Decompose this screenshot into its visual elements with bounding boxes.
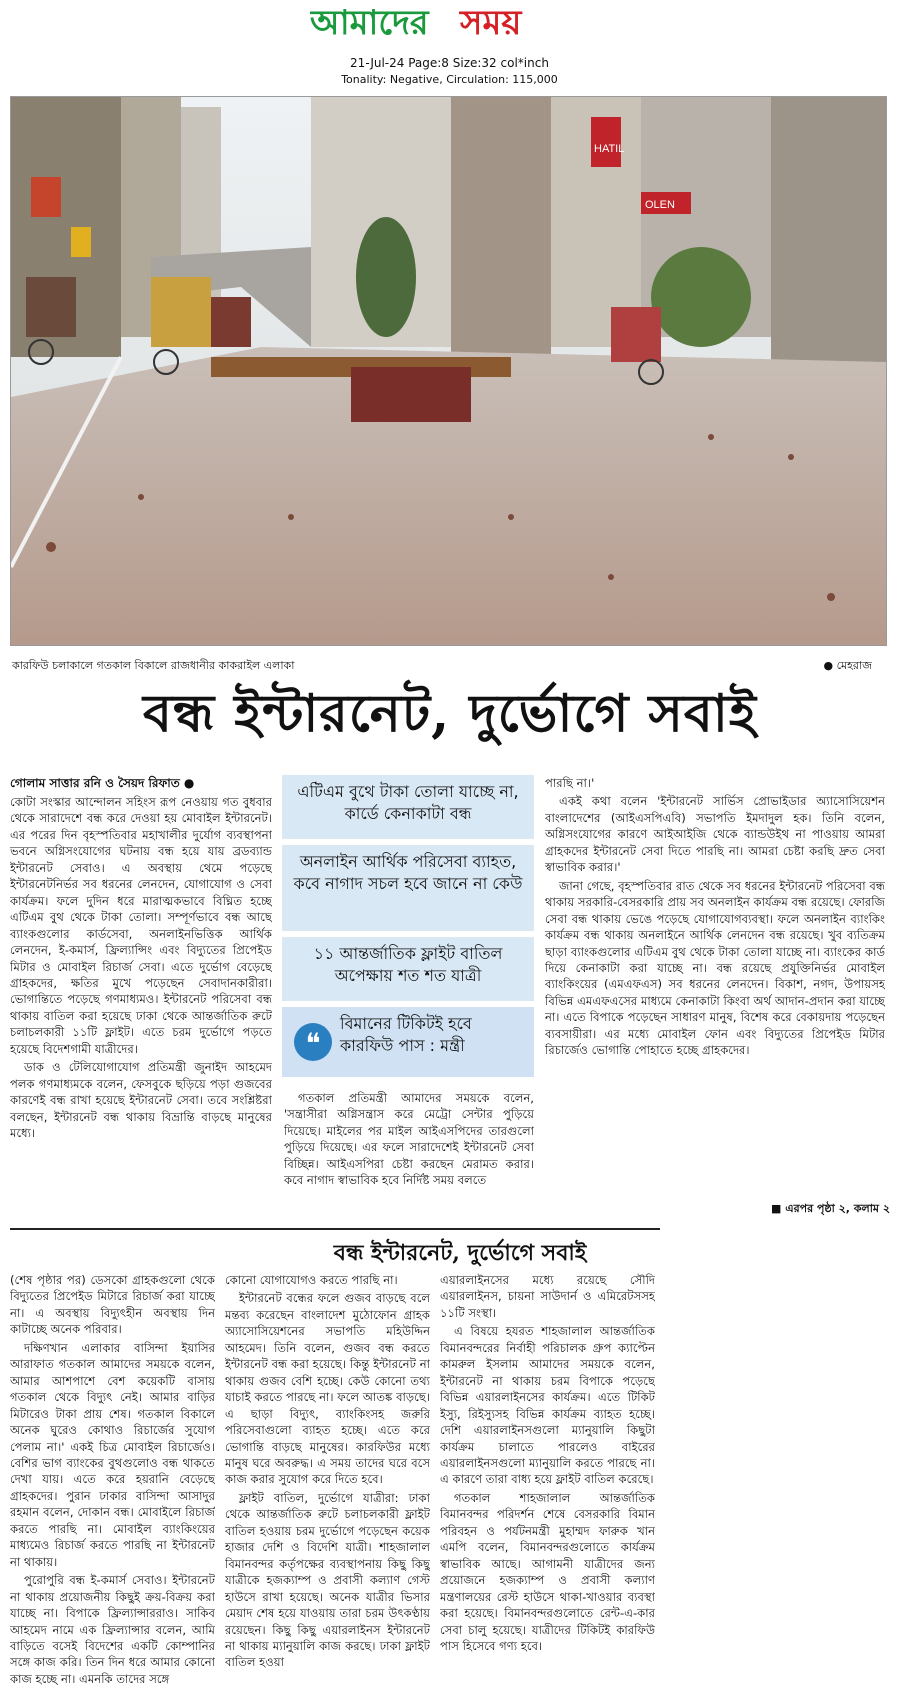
byline: গোলাম সাত্তার রনি ও সৈয়দ রিফাত ● <box>10 776 195 790</box>
article-paragraph: ইন্টারনেট বন্ধের ফলে গুজব বাড়ছে বলে মন্তব্য করেছেন বাংলাদেশ মুঠোফোন গ্রাহক অ্যাসোসিয়েশনের সভাপতি মহিউদ্দিন আহমেদ। তিনি বলেন, গুজব বন্ধ করতে ইন্টারনেট বন্ধ করা হয়েছে। কিন্তু ইন্টারনেট না থাকায় গুজব বেশি হচ্ছে। কেউ কোনো তথ্য যাচাই করতে পারছে না। ফলে আতঙ্ক বাড়ছে। এ ছাড়া বিদ্যুৎ, ব্যাংকিংসহ জরুরি পরিসেবাগুলো ব্যাহত হচ্ছে। এতে করে ভোগান্তি বাড়ছে মানুষের। কারফিউর মধ্যে মানুষ ঘরে অবরুদ্ধ। এ সময় তাদের ঘরে বসে কাজ করার সুযোগ করে দিতে হবে। <box>225 1291 430 1487</box>
article-column-3 <box>545 775 885 1195</box>
article-paragraph: দক্ষিণখান এলাকার বাসিন্দা ইয়াসির আরাফাত গতকাল আমাদের সময়কে বলেন, আমার আশপাশে বেশ কয়েকটি বাসায় গতকাল থেকে বিদ্যুৎ নেই। আমার বাড়ির মিটারেও টাকা প্রায় শেষ। গতকাল বিকালে অনেক ঘুরেও কোথাও রিচার্জের সুযোগ পেলাম না।' একই চিত্র মোবাইল রিচার্জেও। বেশির ভাগ ব্যাংকের বুথগুলোও বন্ধ থাকতে দেখা যায়। এতে করে হয়রানি বেড়েছে গ্রাহকদের। পুরান ঢাকার বাসিন্দা আসাদুর রহমান বলেন, দোকান বন্ধ। মোবাইলে রিচার্জ করতে পারছি না। মোবাইল ব্যাংকিংয়ের মাধ্যমেও রিচার্জ করতে পারছি না ইন্টারনেট না থাকায়। <box>10 1340 215 1569</box>
article-paragraph: জানা গেছে, বৃহস্পতিবার রাত থেকে সব ধরনের ইন্টারনেট পরিসেবা বন্ধ থাকায় সরকারি-বেসরকারি প্রায় সব অনলাইন কার্যক্রম বন্ধ রয়েছে। ফোরজি সেবা বন্ধ থাকায় ভেঙে পড়েছে যোগাযোগব্যবস্থা। ফলে অনলাইন ব্যাংকিং কার্যক্রম বন্ধ থাকায় অনলাইনে আর্থিক লেনদেন বন্ধ রয়েছে। খুব ব্যতিক্রম ছাড়া ব্যাংকগুলোর এটিএম বুথ থেকে টাকা তোলা যাচ্ছে না। ব্যাংকের কার্ড দিয়ে কেনাকাটা করা যাচ্ছে না। বন্ধ রয়েছে প্রযুক্তিনির্ভর মোবাইল ব্যাংকিংয়ের (এমএফএস) সব ধরনের লেনদেন। বিকাশ, নগদ, উপায়সহ বিভিন্ন এমএফএসের মাধ্যমে কেনাকাটা কিংবা অর্থ আদান-প্রদান করা যাচ্ছে না। এতে বিপাকে পড়েছেন সাধারণ মানুষ, বিশেষ করে বেকায়দায় পড়েছেন ব্যবসায়ীরা। এর মধ্যে মোবাইল ফোন এবং বিদ্যুতের প্রিপেইড মিটার রিচার্জেও ভোগান্তি পোহাতে হচ্ছে গ্রাহকদের। <box>545 878 885 1058</box>
quote-icon: ❝ <box>294 1023 332 1061</box>
highlight-box-flights: ১১ আন্তর্জাতিক ফ্লাইট বাতিল অপেক্ষায় শত শত যাত্রী <box>282 937 534 1001</box>
article-paragraph: গতকাল শাহজালাল আন্তর্জাতিক বিমানবন্দর পরিদর্শন শেষে বেসরকারি বিমান পরিবহন ও পর্যটনমন্ত্রী মুহাম্মদ ফারুক খান এমপি বলেন, বিমানবন্দরগুলোতে কার্যক্রম স্বাভাবিক আছে। আগামনী যাত্রীদের জন্য প্রয়োজনে হজক্যাম্প ও প্রবাসী কল্যাণ মন্ত্রণালয়ের রেস্ট হাউসে থাকা-খাওয়ার ব্যবস্থা করা হয়েছে। বিমানবন্দরগুলোতে রেন্ট-এ-কার সেবা চালু হয়েছে। যাত্রীদের টিকিটই কারফিউ পাস হিসেবে গণ্য হবে। <box>440 1490 655 1653</box>
article-paragraph: কোটা সংস্কার আন্দোলন সহিংস রূপ নেওয়ায় গত বুধবার থেকে সারাদেশে বন্ধ করে দেওয়া হয় মোবাইল ইন্টারনেট। এর পরের দিন বৃহস্পতিবার মহাখালীর দুর্যোগ ব্যবস্থাপনা ভবনে অগ্নিসংযোগের ঘটনায় বন্ধ হয়ে যায় ব্রডব্যান্ড ইন্টারনেট সেবাও। এ অবস্থায় থেমে পড়েছে ইন্টারনেটনির্ভর সব ধরনের লেনদেন, যোগাযোগ ও সেবা কার্যক্রম। ফলে দুদিন ধরে মারাত্মকভাবে বিঘ্নিত হচ্ছে এটিএম বুথ থেকে টাকা তোলা। সম্পূর্ণভাবে বন্ধ আছে ব্যাংকগুলোর কার্ডসেবা, অনলাইনভিত্তিক আর্থিক লেনদেন, ই-কমার্স, ফ্রিল্যান্সিং এবং বিদ্যুতের প্রিপেইড মিটার ও মোবাইল রিচার্জ সেবা। এতে দুর্ভোগ বেড়েছে গ্রাহকদের, ক্ষতির মুখে পড়েছেন সেবাদানকারীরা। ভোগান্তিতে পড়েছে গণমাধ্যমও। ইন্টারনেট পরিসেবা বন্ধ থাকায় বাতিল করা হয়েছে ঢাকা থেকে আন্তর্জাতিক রুটে চলাচলকারী ১১টি ফ্লাইট। এতে চরম দুর্ভোগে পড়তে হয়েছে বিদেশগামী যাত্রীদের। <box>10 795 272 1056</box>
continuation-column-3 <box>440 1272 655 1697</box>
article-column-1 <box>10 775 272 1205</box>
shop-sign: HATIL <box>594 143 625 155</box>
article-paragraph: ফ্লাইট বাতিল, দুর্ভোগে যাত্রীরা: ঢাকা থেকে আন্তর্জাতিক রুটে চলাচলকারী ফ্লাইট বাতিল হওয়ায় চরম দুর্ভোগে পড়েছেন কয়েক হাজার দেশি ও বিদেশি যাত্রী। শাহজালাল বিমানবন্দর কর্তৃপক্ষের ব্যবস্থাপনায় কিছু কিছু যাত্রীকে হজক্যাম্প ও প্রবাসী কল্যাণ গেস্ট হাউসে রাখা হয়েছে। অনেক যাত্রীর ভিসার মেয়াদ শেষ হয়ে যাওয়ায় তারা চরম উৎকণ্ঠায় রয়েছেন। কিছু কিছু এয়ারলাইনস ইন্টারনেট না থাকায় ম্যানুয়ালি কাজ করছে। ঢাকা ফ্লাইট বাতিল হওয়া <box>225 1490 430 1670</box>
section-divider <box>10 1228 660 1230</box>
svg-text:সময়: সময় <box>460 3 522 43</box>
article-paragraph: একই কথা বলেন 'ইন্টারনেট সার্ভিস প্রোভাইডার অ্যাসোসিয়েশন বাংলাদেশের (আইএসপিএবি) সভাপতি ইমদাদুল হক। তিনি বলেন, অগ্নিসংযোগের কারণে আইআইজি থেকে ব্যান্ডউইথ না পাওয়ায় আমরা গ্রাহকদের ইন্টারনেট সেবা দিতে পারছি না। আমরা চেষ্টা করছি দ্রুত সেবা স্বাভাবিক করার।' <box>545 794 885 875</box>
continuation-column-2 <box>225 1272 430 1697</box>
continued-note: ■ এরপর পৃষ্ঠা ২, কলাম ২ <box>771 1202 890 1215</box>
quote-box <box>282 1007 534 1077</box>
svg-text:আমাদের: আমাদের <box>310 3 429 43</box>
article-paragraph: গতকাল প্রতিমন্ত্রী আমাদের সময়কে বলেন, 'সন্ত্রাসীরা অগ্নিসন্ত্রাস করে মেট্রো সেন্টার পুড়িয়ে দিয়েছে। মাইলের পর মাইল আইএসপিদের তারগুলো পুড়িয়ে দিয়েছে। এর ফলে সারাদেশেই ইন্টারনেট সেবা বিচ্ছিন্ন। আইএসপিরা চেষ্টা করছেন মেরামত করার। কবে নাগাদ স্বাভাবিক হবে নির্দিষ্ট সময় বলতে <box>284 1091 534 1188</box>
newspaper-logo <box>310 2 590 44</box>
article-paragraph: পারছি না।' <box>545 776 595 790</box>
clipping-tonality: Tonality: Negative, Circulation: 115,000 <box>341 73 558 86</box>
article-paragraph: এয়ারলাইনসের মধ্যে রয়েছে সৌদি এয়ারলাইনস, চায়না সাউদার্ন ও এমিরেটসসহ ১১টি সংস্থা। <box>440 1273 655 1320</box>
curfew-street-image <box>11 97 886 645</box>
caption-text: কারফিউ চলাকালে গতকাল বিকালে রাজধানীর কাকরাইল এলাকা <box>12 659 295 672</box>
photo-caption <box>12 657 872 676</box>
article-paragraph: (শেষ পৃষ্ঠার পর) ডেসকো গ্রাহকগুলো থেকে বিদ্যুতের প্রিপেইড মিটারে রিচার্জ করা যাচ্ছে না। এ অবস্থায় বিদ্যুৎহীন অবস্থায় দিন কাটাচ্ছে অনেক পরিবার। <box>10 1273 215 1337</box>
highlight-box-atm: এটিএম বুথে টাকা তোলা যাচ্ছে না, কার্ডে কেনাকাটা বন্ধ <box>282 775 534 839</box>
article-paragraph: কোনো যোগাযোগও করতে পারছি না। <box>225 1273 398 1287</box>
article-paragraph: ডাক ও টেলিযোগাযোগ প্রতিমন্ত্রী জুনাইদ আহমেদ পলক গণমাধ্যমকে বলেন, ফেসবুকে ছড়িয়ে পড়া গুজবের কারণেই বন্ধ রাখা হয়েছে ইন্টারনেট সেবা। তবে সংশ্লিষ্টরা বলছেন, ইন্টারনেট বন্ধ থাকায় বিভ্রান্তি বাড়ছে মানুষের মধ্যে। <box>10 1060 272 1141</box>
highlight-box-online: অনলাইন আর্থিক পরিসেবা ব্যাহত, কবে নাগাদ সচল হবে জানে না কেউ <box>282 845 534 931</box>
quote-text: বিমানের টিকিটই হবে কারফিউ পাস : মন্ত্রী <box>340 1014 472 1055</box>
continuation-column-1 <box>10 1272 215 1697</box>
article-column-2 <box>284 1090 534 1215</box>
continuation-headline: বন্ধ ইন্টারনেট, দুর্ভোগে সবাই <box>333 1240 587 1266</box>
street-photo <box>10 96 887 646</box>
article-paragraph: এ বিষয়ে হযরত শাহজালাল আন্তর্জাতিক বিমানবন্দরের নির্বাহী পরিচালক গ্রুপ ক্যাপ্টেন কামরুল ইসলাম আমাদের সময়কে বলেন, ইন্টারনেট না থাকায় চরম বিপাকে পড়েছে বিভিন্ন এয়ারলাইনসের কার্যক্রম। এতে টিকিট ইস্যু, রিইস্যুসহ বিভিন্ন কার্যক্রম ব্যাহত হচ্ছে। দেশি এয়ারলাইনসগুলো ম্যানুয়ালি কিছুটা কার্যক্রম চালাতে পারলেও বাইরের এয়ারলাইনসগুলো ম্যানুয়ালি করতে পারছে না। এ কারণে তারা বাধ্য হয়ে ফ্লাইট বাতিল করেছে। <box>440 1324 655 1487</box>
shop-sign-2: OLEN <box>645 199 675 211</box>
article-paragraph: পুরোপুরি বন্ধ ই-কমার্স সেবাও। ইন্টারনেট না থাকায় প্রয়োজনীয় কিছুই ক্রয়-বিক্রয় করা যাচ্ছে না। বিপাকে ফ্রিল্যান্সাররাও। সাকিব আহমেদ নামে এক ফ্রিল্যান্সার বলেন, আমি বাড়িতে বসেই বিদেশের একটি কোম্পানির সঙ্গে কাজ করি। তিন দিন ধরে আমার কোনো কাজ হচ্ছে না। এমনকি তাদের সঙ্গে <box>10 1573 215 1686</box>
main-headline: বন্ধ ইন্টারনেট, দুর্ভোগে সবাই <box>143 683 757 744</box>
photo-credit: ● মেহরাজ <box>823 659 872 672</box>
clipping-meta: 21-Jul-24 Page:8 Size:32 col*inch <box>350 56 549 70</box>
